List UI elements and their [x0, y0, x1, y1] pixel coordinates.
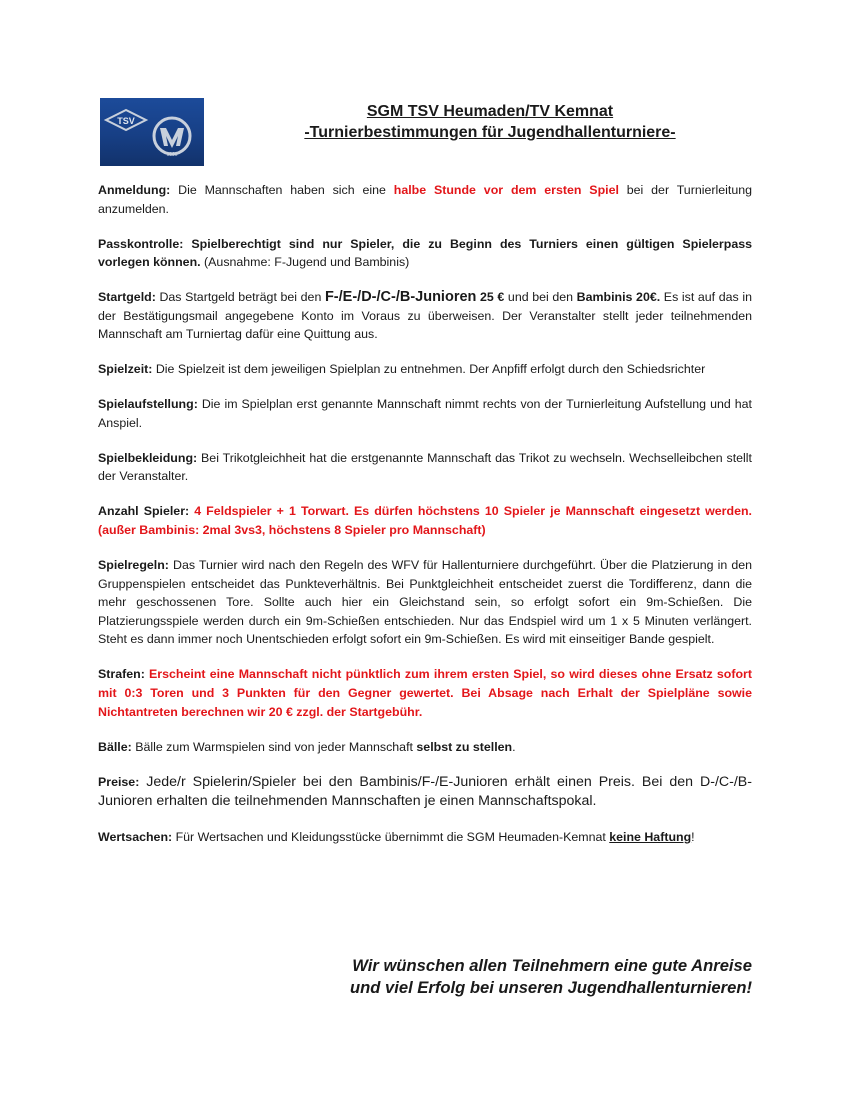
- rule-text: Die Mannschaften haben sich eine: [170, 183, 394, 197]
- closing-line-1: Wir wünschen allen Teilnehmern eine gute Anreise: [352, 956, 752, 975]
- rule-text: Das Startgeld beträgt bei den: [155, 290, 325, 305]
- rule-passkontrolle: [98, 235, 752, 272]
- rule-emphasis: keine Haftung: [609, 829, 692, 844]
- closing-message: [250, 955, 752, 999]
- rules-body: [98, 181, 752, 863]
- rule-text: Die im Spielplan erst genannte Mannschaft nimmt rechts von der Turnierleitung Aufstellung und hat Anspiel.: [98, 397, 752, 430]
- fee-junioren-label: F-/E-/D-/C-/B-Junioren: [324, 289, 477, 306]
- rule-highlight: Erscheint eine Mannschaft nicht pünktlich zum ihrem ersten Spiel, so wird dieses ohne Ersatz sofort mit 0:3 Toren und 3 Punkten für den Gegner gewertet. Bei Absage nach Erhalt der Spielpläne sowie Nichtantreten berechnen wir 20 € zzgl. der Startgebühr.: [98, 667, 752, 719]
- rule-spielbekleidung: [98, 449, 752, 486]
- rule-label: Spielaufstellung:: [98, 397, 198, 412]
- rule-label: Startgeld:: [98, 290, 156, 305]
- rule-label: Passkontrolle: Spielberechtigt sind nur Spieler, die zu Beginn des Turniers einen gültigen Spielerpass vorlegen können.: [98, 236, 752, 270]
- kemnat-crest-year: 1890: [166, 152, 178, 158]
- tsv-logo-text: TSV: [117, 116, 135, 126]
- fee-junioren-amount: 25 €: [476, 290, 505, 305]
- rule-emphasis: selbst zu stellen: [416, 739, 513, 754]
- rule-label: Strafen:: [98, 667, 145, 682]
- rule-strafen: [98, 665, 752, 721]
- rule-label: Preise:: [98, 774, 140, 789]
- rule-label: Spielregeln:: [98, 558, 169, 573]
- rule-text: Für Wertsachen und Kleidungsstücke übernimmt die SGM Heumaden-Kemnat: [172, 829, 610, 844]
- fee-bambinis: Bambinis 20€.: [576, 290, 661, 305]
- rule-highlight: halbe Stunde vor dem ersten Spiel: [393, 183, 619, 197]
- rule-text: !: [691, 829, 695, 844]
- rule-label: Wertsachen:: [98, 829, 173, 844]
- rule-wertsachen: [98, 828, 752, 847]
- rule-text: Bei Trikotgleichheit hat die erstgenannte Mannschaft das Trikot zu wechseln. Wechselleibchen stellt der Veranstalter.: [98, 450, 752, 484]
- rule-spielaufstellung: [98, 395, 752, 432]
- rule-label: Spielbekleidung:: [98, 450, 198, 465]
- rule-anzahl-spieler: [98, 502, 752, 539]
- rule-anmeldung: [98, 181, 752, 218]
- rule-text: .: [512, 739, 516, 754]
- document-title: SGM TSV Heumaden/TV Kemnat: [366, 103, 614, 120]
- closing-line-2: und viel Erfolg bei unseren Jugendhallenturnieren!: [350, 978, 752, 997]
- rule-text: Das Turnier wird nach den Regeln des WFV für Hallenturniere durchgeführt. Über die Platzierung in den Gruppenspielen entscheidet das Punkteverhältnis. Bei Punktgleichheit entscheidet zuerst die Tordifferenz, dann die mehr geschossenen Tore. Sollte auch hier ein Gleichstand sein, so erfolgt sofort ein 9m-Schießen. Die Platzierungsspiele werden durch ein 9m-Schießen entschieden. Nur das Endspiel wird um 1 x 5 Minuten verlängert. Steht es dann immer noch Unentschieden erfolgt sofort ein 9m-Schießen. Es wird mit einseitiger Bande gespielt.: [98, 558, 752, 647]
- rule-text: bei der Turnierleitung anzumelden.: [98, 183, 752, 216]
- club-logo: [100, 98, 204, 166]
- rule-baelle: [98, 738, 752, 757]
- rule-text: (Ausnahme: F-Jugend und Bambinis): [200, 255, 410, 270]
- rule-label: Anzahl Spieler:: [98, 504, 190, 519]
- rule-label: Anmeldung:: [98, 183, 171, 197]
- rule-text: Die Spielzeit ist dem jeweiligen Spielplan zu entnehmen. Der Anpfiff erfolgt durch den Schiedsrichter: [152, 362, 706, 377]
- rule-spielzeit: [98, 360, 752, 379]
- document-subtitle: -Turnierbestimmungen für Jugendhallenturniere-: [304, 124, 676, 141]
- kemnat-crest-ring: [154, 118, 190, 154]
- rule-spielregeln: [98, 556, 752, 649]
- document-header: [230, 101, 750, 143]
- club-logo-graphic: [100, 98, 204, 166]
- rule-preise: [98, 773, 752, 812]
- rule-text: Es ist auf das in der Bestätigungsmail angegebene Konto im Voraus zu überweisen. Der Veranstalter stellt jeder teilnehmenden Mannschaft am Turniertag dafür eine Quittung aus.: [98, 290, 752, 342]
- rule-startgeld: [98, 288, 752, 344]
- kemnat-crest-mark: [160, 128, 184, 148]
- rule-text: und bei den: [504, 290, 577, 305]
- rule-label: Bälle:: [98, 739, 132, 754]
- rule-label: Spielzeit:: [98, 362, 153, 377]
- rule-highlight: 4 Feldspieler + 1 Torwart. Es dürfen höchstens 10 Spieler je Mannschaft eingesetzt werden. (außer Bambinis: 2mal 3vs3, höchstens 8 Spieler pro Mannschaft): [98, 504, 752, 538]
- rule-text: Bälle zum Warmspielen sind von jeder Mannschaft: [131, 739, 417, 754]
- rule-text: Jede/r Spielerin/Spieler bei den Bambinis/F-/E-Junioren erhält einen Preis. Bei den D-/C-/B-Junioren erhalten die teilnehmenden Mannschaften je einen Mannschaftspokal.: [98, 773, 752, 810]
